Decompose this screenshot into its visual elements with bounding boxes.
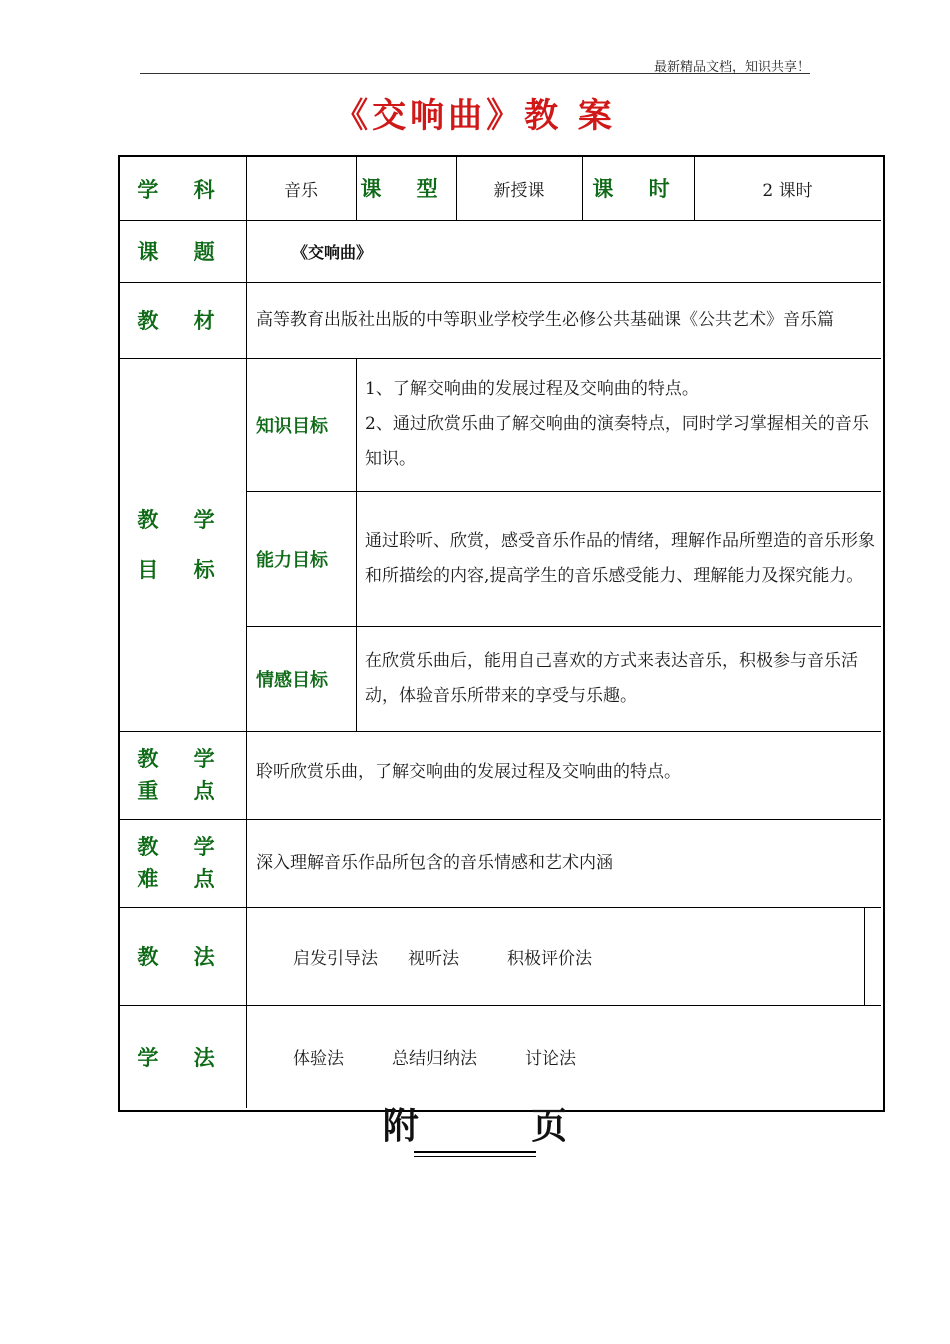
difficulty-label-line2: 难 点 — [137, 866, 229, 891]
hours-value: 2 课时 — [762, 181, 813, 201]
teaching-method-label: 教 法 — [137, 944, 229, 969]
header-rule — [140, 73, 810, 74]
learning-method-item: 讨论法 — [525, 1049, 576, 1069]
objectives-label-line1: 教 学 — [137, 506, 229, 532]
appendix-rule-thin — [414, 1156, 536, 1157]
difficulty-label — [120, 819, 246, 907]
knowledge-objective-1: 1、了解交响曲的发展过程及交响曲的特点。 — [365, 379, 699, 399]
lesson-type-label: 课 型 — [360, 176, 452, 201]
objectives-label-line2: 目 标 — [137, 556, 229, 582]
subject-label: 学 科 — [137, 176, 229, 202]
hours-label: 课 时 — [592, 176, 684, 201]
teaching-method-item: 启发引导法 — [293, 948, 378, 969]
topic-value: 《交响曲》 — [292, 242, 373, 262]
focus-label-line2: 重 点 — [137, 778, 229, 803]
difficulty-label-line1: 教 学 — [137, 834, 229, 859]
teaching-method-items — [247, 907, 864, 1005]
appendix-rule-thick — [414, 1151, 536, 1153]
col-divider — [864, 907, 865, 1005]
learning-method-items — [247, 1005, 881, 1108]
textbook-value: 高等教育出版社出版的中等职业学校学生必修公共基础课《公共艺术》音乐篇 — [256, 309, 834, 330]
header-note: 最新精品文档，知识共享！ — [653, 60, 810, 75]
focus-text: 聆听欣赏乐曲，了解交响曲的发展过程及交响曲的特点。 — [256, 762, 681, 782]
knowledge-objective-label: 知识目标 — [256, 415, 328, 437]
lesson-type-value: 新授课 — [493, 181, 545, 201]
topic-label: 课 题 — [137, 239, 229, 264]
ability-objective-label: 能力目标 — [256, 549, 328, 571]
focus-label — [120, 731, 246, 819]
emotion-objective-label: 情感目标 — [256, 669, 328, 691]
appendix-title: 附 页 — [382, 1105, 618, 1147]
teaching-method-item: 积极评价法 — [507, 948, 592, 969]
lesson-plan-table — [118, 155, 885, 1112]
knowledge-objective-text — [357, 358, 881, 491]
learning-method-label: 学 法 — [137, 1044, 229, 1070]
teaching-method-item: 视听法 — [408, 948, 459, 969]
learning-method-item: 体验法 — [293, 1049, 344, 1069]
difficulty-text: 深入理解音乐作品所包含的音乐情感和艺术内涵 — [256, 852, 613, 873]
textbook-label: 教 材 — [137, 308, 229, 333]
learning-method-item: 总结归纳法 — [392, 1049, 477, 1069]
knowledge-objective-2: 2、通过欣赏乐曲了解交响曲的演奏特点，同时学习掌握相关的音乐知识。 — [365, 414, 869, 469]
document-title: 《交响曲》教 案 — [334, 96, 616, 136]
emotion-objective-text: 在欣赏乐曲后，能用自己喜欢的方式来表达音乐，积极参与音乐活动，体验音乐所带来的享受与乐趣。 — [365, 650, 858, 706]
subject-value: 音乐 — [284, 181, 318, 201]
objectives-label — [120, 358, 246, 731]
focus-label-line1: 教 学 — [137, 746, 229, 771]
ability-objective-text: 通过聆听、欣赏，感受音乐作品的情绪，理解作品所塑造的音乐形象和所描绘的内容,提高学生的音乐感受能力、理解能力及探究能力。 — [365, 530, 875, 586]
